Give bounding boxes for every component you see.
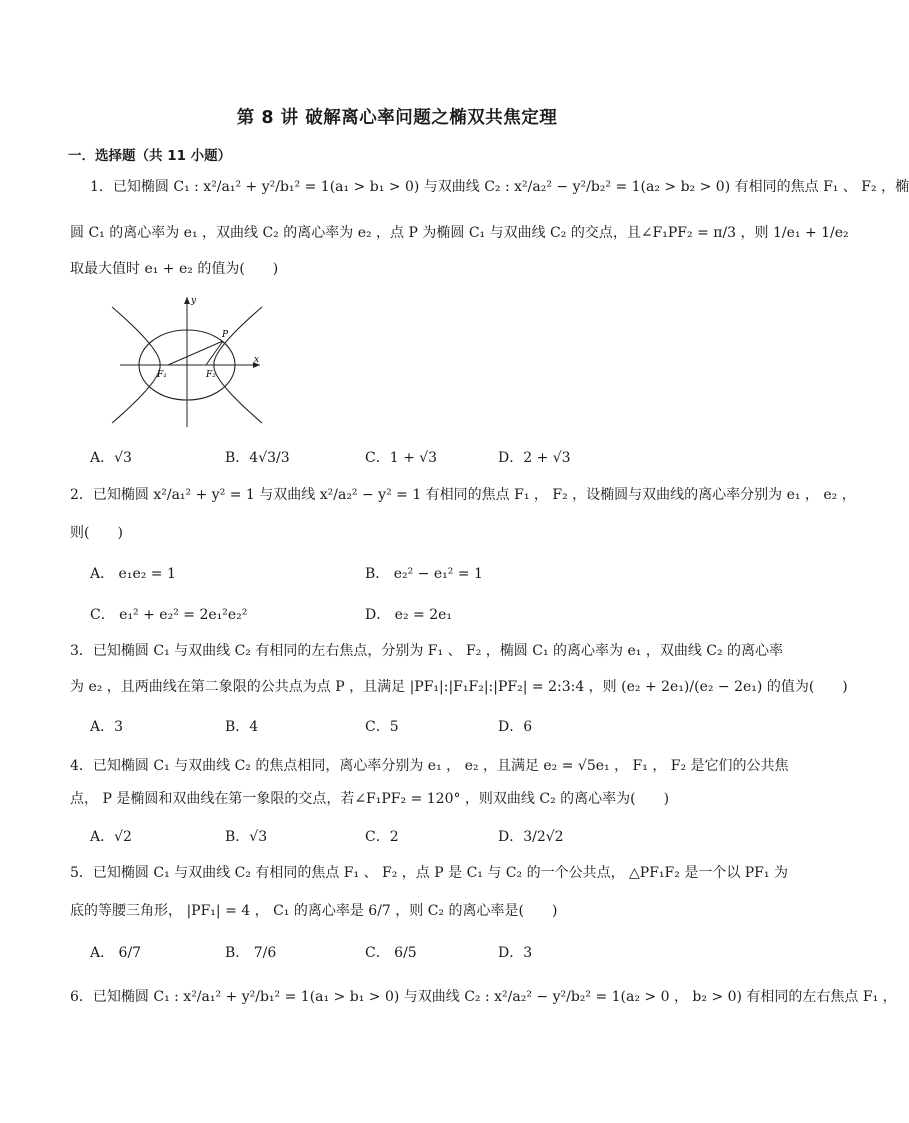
q4-line1: 4．已知椭圆 C₁ 与双曲线 C₂ 的焦点相同，离心率分别为 e₁ ， e₂ ，且满足 e₂ = √5e₁ ， F₁ ， F₂ 是它们的公共焦: [70, 758, 789, 774]
q1-line1: 1．已知椭圆 C₁ : x²/a₁² + y²/b₁² = 1(a₁ > b₁ > 0) 与双曲线 C₂ : x²/a₂² − y²/b₂² = 1(a₂ > b₂ > 0) 有相同的焦点 F₁ 、 F₂ ，椭: [90, 179, 909, 195]
q1-option-b: B．4√3/3: [225, 450, 290, 466]
q4-option-d: D．3/2√2: [498, 829, 564, 845]
q2-option-d: D． e₂ = 2e₁: [365, 607, 453, 623]
page-title: 第 8 讲 破解离心率问题之椭双共焦定理: [236, 108, 558, 128]
q3-option-c: C．5: [365, 719, 399, 735]
q3-option-d: D．6: [498, 719, 533, 735]
focus-f1-label: F₁: [157, 370, 167, 380]
q1-line3: 取最大值时 e₁ + e₂ 的值为( ): [70, 261, 279, 277]
q3-line2: 为 e₂ ，且两曲线在第二象限的公共点为点 P ，且满足 |PF₁|:|F₁F₂|:|PF₂| = 2:3:4 ，则 (e₂ + 2e₁)/(e₂ − 2e₁) 的值为( ): [70, 679, 848, 695]
q4-option-c: C．2: [365, 829, 399, 845]
focus-f2-label: F₂: [206, 370, 216, 380]
q4-line2: 点， P 是椭圆和双曲线在第一象限的交点，若∠F₁PF₂ = 120° ，则双曲线 C₂ 的离心率为( ): [70, 791, 670, 807]
section-heading: 一．选择题（共 11 小题）: [68, 148, 232, 164]
q1-option-a: A．√3: [90, 450, 132, 466]
q5-option-d: D．3: [498, 945, 533, 961]
q6-line1: 6．已知椭圆 C₁ : x²/a₁² + y²/b₁² = 1(a₁ > b₁ > 0) 与双曲线 C₂ : x²/a₂² − y²/b₂² = 1(a₂ > 0 ， b₂ > 0) 有相同的左右焦点 F₁ ，: [70, 989, 897, 1005]
q4-option-a: A．√2: [90, 829, 132, 845]
q2-line1: 2．已知椭圆 x²/a₁² + y² = 1 与双曲线 x²/a₂² − y² = 1 有相同的焦点 F₁ ， F₂ ，设椭圆与双曲线的离心率分别为 e₁ ， e₂ ，: [70, 487, 856, 503]
q1-option-d: D．2 + √3: [498, 450, 571, 466]
q1-line2: 圆 C₁ 的离心率为 e₁ ，双曲线 C₂ 的离心率为 e₂ ，点 P 为椭圆 C₁ 与双曲线 C₂ 的交点，且∠F₁PF₂ = π/3 ，则 1/e₁ + 1/e₂: [70, 225, 849, 241]
q5-line1: 5．已知椭圆 C₁ 与双曲线 C₂ 有相同的焦点 F₁ 、 F₂ ，点 P 是 C₁ 与 C₂ 的一个公共点， △PF₁F₂ 是一个以 PF₁ 为: [70, 865, 788, 881]
q5-option-b: B． 7/6: [225, 945, 277, 961]
q3-line1: 3．已知椭圆 C₁ 与双曲线 C₂ 有相同的左右焦点，分别为 F₁ 、 F₂ ，椭圆 C₁ 的离心率为 e₁ ，双曲线 C₂ 的离心率: [70, 643, 784, 659]
x-axis-label: x: [254, 355, 260, 365]
q2-option-a: A． e₁e₂ = 1: [90, 566, 176, 582]
q4-option-b: B．√3: [225, 829, 268, 845]
y-axis-label: y: [191, 296, 197, 306]
q2-option-b: B． e₂² − e₁² = 1: [365, 566, 483, 582]
q5-option-a: A． 6/7: [90, 945, 142, 961]
q2-line2: 则( ): [70, 525, 123, 541]
q3-option-a: A．3: [90, 719, 124, 735]
q5-line2: 底的等腰三角形， |PF₁| = 4 ， C₁ 的离心率是 6/7 ，则 C₂ 的离心率是( ): [70, 903, 558, 919]
q5-option-c: C． 6/5: [365, 945, 417, 961]
y-axis-arrow: [184, 297, 190, 304]
point-p-label: P: [222, 330, 229, 340]
q1-option-c: C．1 + √3: [365, 450, 438, 466]
q3-option-b: B．4: [225, 719, 259, 735]
q1-figure: [100, 292, 270, 432]
q2-option-c: C． e₁² + e₂² = 2e₁²e₂²: [90, 607, 248, 623]
